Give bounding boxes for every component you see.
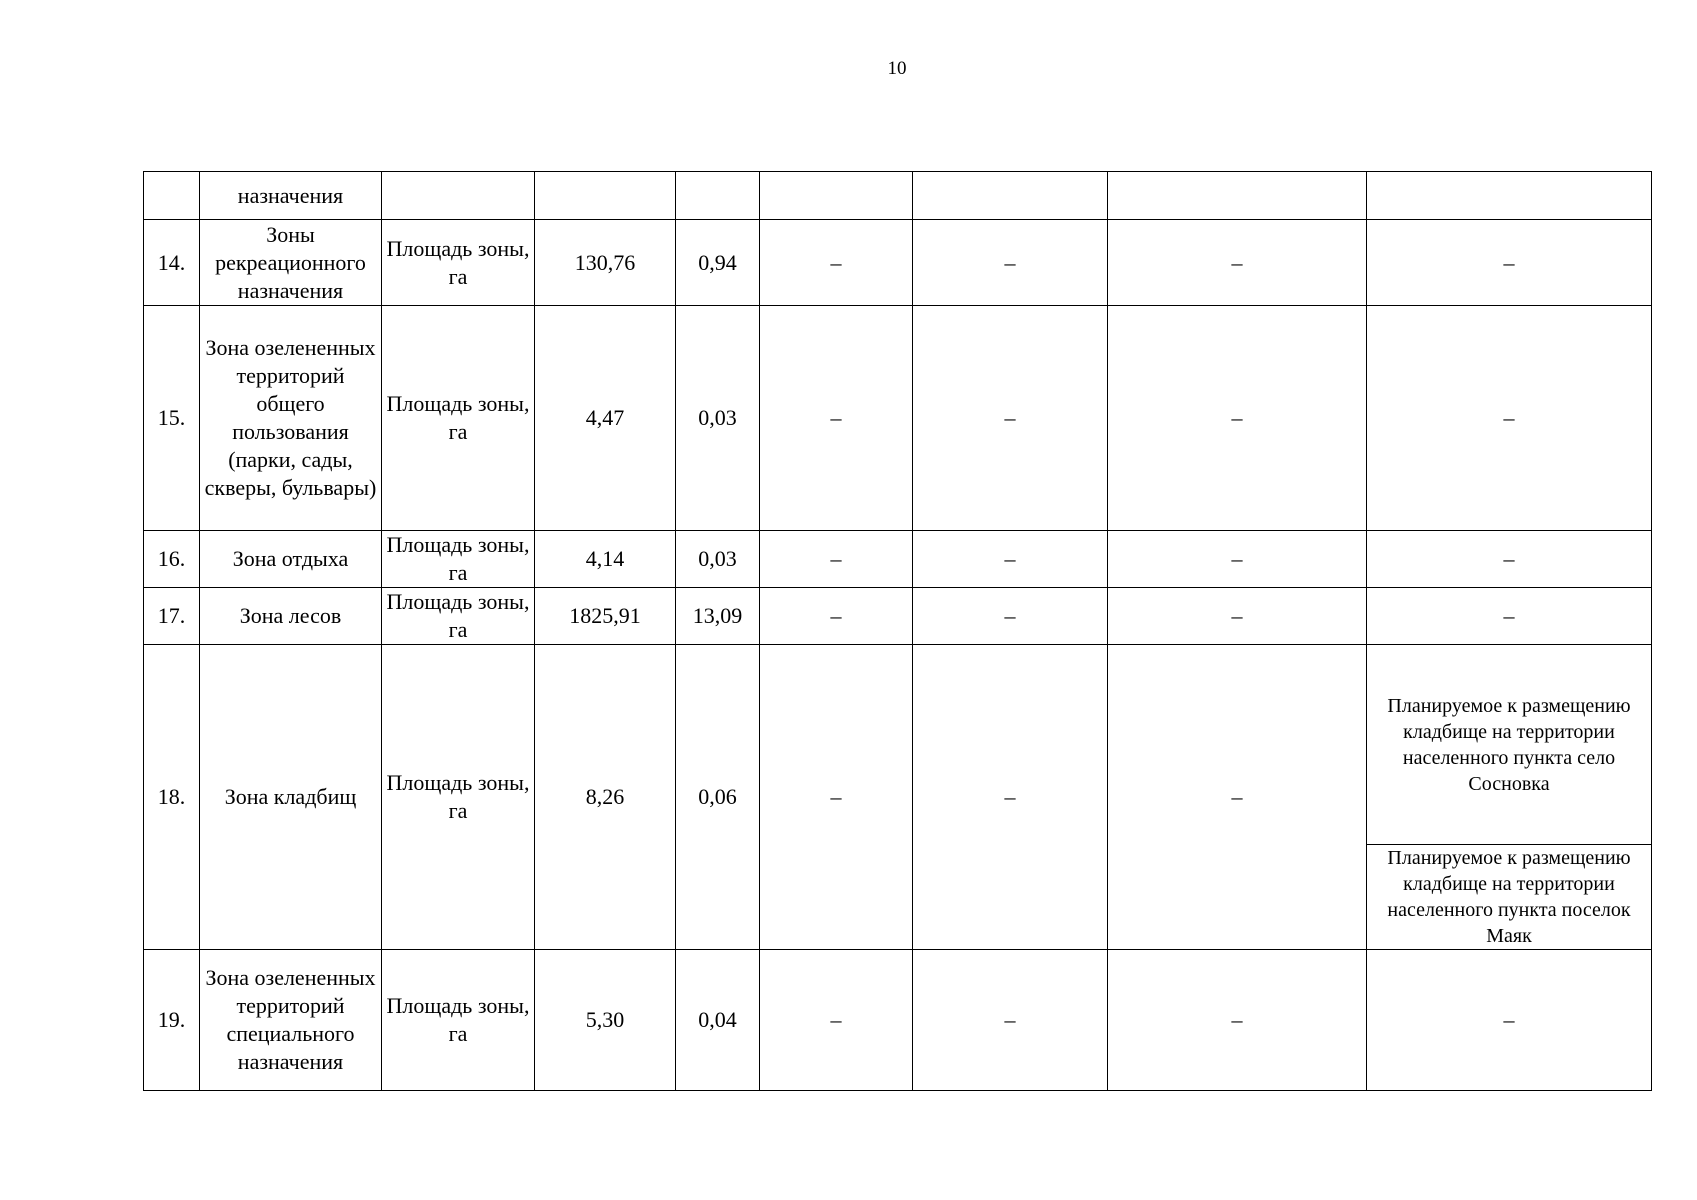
cell-note-1: Планируемое к размещению кладбище на территории населенного пункта село Сосновка — [1367, 645, 1652, 845]
cell-col9 — [1367, 172, 1652, 220]
cell-col9: – — [1367, 220, 1652, 306]
cell-col8: – — [1108, 306, 1367, 531]
cell-indicator: Площадь зоны, га — [382, 531, 535, 588]
cell-col6: – — [760, 220, 913, 306]
cell-col8: – — [1108, 588, 1367, 645]
cell-area — [535, 172, 676, 220]
cell-indicator: Площадь зоны, га — [382, 588, 535, 645]
cell-indicator: Площадь зоны, га — [382, 645, 535, 950]
cell-name: Зона озелененных территорий специального назначения — [200, 950, 382, 1091]
cell-name: Зона озелененных территорий общего пользования (парки, сады, скверы, бульвары) — [200, 306, 382, 531]
table-row-14 — [144, 220, 1652, 306]
cell-col7: – — [913, 588, 1108, 645]
cell-col8: – — [1108, 645, 1367, 950]
cell-indicator — [382, 172, 535, 220]
cell-percent: 0,94 — [676, 220, 760, 306]
cell-num: 16. — [144, 531, 200, 588]
table-row-18 — [144, 645, 1652, 845]
cell-area: 4,47 — [535, 306, 676, 531]
cell-col7: – — [913, 531, 1108, 588]
cell-area: 4,14 — [535, 531, 676, 588]
cell-col7: – — [913, 306, 1108, 531]
page-number: 10 — [887, 58, 907, 79]
cell-col7: – — [913, 220, 1108, 306]
cell-area: 8,26 — [535, 645, 676, 950]
cell-percent: 13,09 — [676, 588, 760, 645]
cell-percent: 0,03 — [676, 306, 760, 531]
cell-col8: – — [1108, 531, 1367, 588]
cell-col6: – — [760, 950, 913, 1091]
cell-name: Зона отдыха — [200, 531, 382, 588]
cell-col8 — [1108, 172, 1367, 220]
cell-percent: 0,06 — [676, 645, 760, 950]
cell-percent: 0,04 — [676, 950, 760, 1091]
cell-col9: – — [1367, 950, 1652, 1091]
cell-indicator: Площадь зоны, га — [382, 950, 535, 1091]
cell-col6 — [760, 172, 913, 220]
cell-col9: – — [1367, 531, 1652, 588]
table-row-19 — [144, 950, 1652, 1091]
cell-col6: – — [760, 588, 913, 645]
cell-col7 — [913, 172, 1108, 220]
cell-percent: 0,03 — [676, 531, 760, 588]
cell-col7: – — [913, 950, 1108, 1091]
cell-name: назначения — [200, 172, 382, 220]
cell-indicator: Площадь зоны, га — [382, 306, 535, 531]
table-row-continued — [144, 172, 1652, 220]
cell-area: 1825,91 — [535, 588, 676, 645]
cell-num — [144, 172, 200, 220]
cell-name: Зона кладбищ — [200, 645, 382, 950]
cell-col8: – — [1108, 220, 1367, 306]
cell-num: 14. — [144, 220, 200, 306]
cell-name: Зоны рекреационного назначения — [200, 220, 382, 306]
cell-col6: – — [760, 306, 913, 531]
cell-col6: – — [760, 645, 913, 950]
cell-col6: – — [760, 531, 913, 588]
cell-area: 130,76 — [535, 220, 676, 306]
zones-table — [143, 171, 1652, 1091]
table-row-17 — [144, 588, 1652, 645]
cell-col8: – — [1108, 950, 1367, 1091]
cell-col9: – — [1367, 588, 1652, 645]
cell-indicator: Площадь зоны, га — [382, 220, 535, 306]
cell-num: 18. — [144, 645, 200, 950]
cell-percent — [676, 172, 760, 220]
cell-num: 19. — [144, 950, 200, 1091]
cell-name: Зона лесов — [200, 588, 382, 645]
cell-num: 17. — [144, 588, 200, 645]
cell-col9: – — [1367, 306, 1652, 531]
cell-note-2: Планируемое к размещению кладбище на территории населенного пункта поселок Маяк — [1367, 845, 1652, 950]
cell-col7: – — [913, 645, 1108, 950]
cell-num: 15. — [144, 306, 200, 531]
table-row-16 — [144, 531, 1652, 588]
cell-area: 5,30 — [535, 950, 676, 1091]
table-row-15 — [144, 306, 1652, 531]
